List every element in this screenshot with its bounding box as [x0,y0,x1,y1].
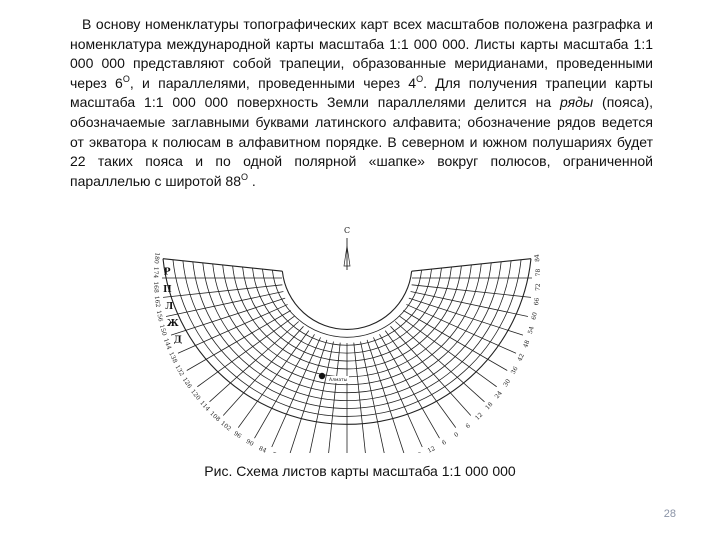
paragraph-text-1: В основу номенклатуры топографических карт всех масштабов положена разграфка и номенклатура международной карты масштаба 1:1 000 000. Листы карты масштаба 1:1 000 000 представляют собой трапеции, образованные меридианами, проведенными через 6 [70,16,653,91]
page-number: 28 [663,508,676,520]
parallel-arc [262,269,431,345]
longitude-label: 162 [152,295,162,308]
longitude-label: 168 [151,281,160,293]
pole-label: С [344,226,351,235]
longitude-label: 156 [154,309,164,323]
paragraph-text-5: . [248,172,256,189]
zone-letter: Ж [166,319,179,330]
longitude-label: 102 [219,419,233,433]
longitude-label: 126 [180,376,193,390]
longitude-label: 0 [453,431,461,440]
zone-letter: П [163,284,172,295]
degree-mark: O [122,73,130,84]
longitude-label: 42 [516,352,526,363]
longitude-label: 138 [167,350,179,365]
figure-caption: Рис. Схема листов карты масштаба 1:1 000 000 [204,463,516,479]
longitude-label: 174 [151,266,160,279]
parallel-arc [253,268,442,353]
paragraph-text-2: , и параллелями, проведенными через 4 [129,74,417,91]
meridian-line [163,259,282,272]
longitude-label: 12 [426,445,437,453]
longitude-label: 150 [157,323,168,337]
longitude-label: 180 [152,251,161,265]
longitude-label [413,451,423,453]
city-dot-icon [319,373,325,379]
degree-mark: O [416,73,424,84]
longitude-label: 96 [232,429,243,441]
longitude-label: 90 [244,437,255,448]
longitude-label: 30 [502,377,513,389]
longitude-label: 120 [189,388,202,402]
meridian-line [238,331,309,428]
longitude-label: 72 [534,283,542,292]
longitude-label: 6 [440,438,448,447]
longitude-label: 12 [473,411,485,422]
meridian-line [412,259,531,272]
parallel-arc [282,271,411,329]
longitude-label: 108 [208,410,222,424]
longitude-label: 36 [509,365,520,376]
sheet-scheme-diagram [140,218,560,453]
paragraph-text-3: . Для получения трапеции карты масштаба 1:1 000 000 поверхность Земли параллелями делится на [70,74,653,111]
paragraph-text-4: (пояса), обозначаемые заглавными буквами латинского алфавита; обозначение рядов ведется от экватора к полюсам в алфавитном порядке. В северном и южном полушариях будет 22 таких пояса и по одной полярной «шапке» вокруг полюсов, ограниченной параллелью с широтой 88 [70,94,653,189]
zone-letter: Д [173,335,182,346]
longitude-label: 78 [534,268,543,277]
zone-letter: Р [163,267,171,278]
longitude-label: 54 [526,325,536,335]
longitude-label: 24 [493,389,504,401]
longitude-label: 6 [464,422,472,431]
north-arrow-icon [344,226,350,270]
sheet-scheme-figure [140,218,560,453]
longitude-label: 144 [161,337,173,351]
meridian-line [385,331,456,428]
longitude-label: 60 [530,311,539,321]
longitude-label: 48 [522,339,532,349]
longitude-label: 84 [533,253,542,263]
emphasis-rows: ряды [560,94,594,111]
longitude-label: 84 [257,445,268,453]
longitude-label: 18 [484,400,495,412]
city-marker [319,373,349,383]
zone-letter: Л [165,302,174,313]
longitude-label [271,451,281,453]
longitude-label: 66 [533,297,541,306]
longitude-label: 114 [198,399,212,413]
degree-mark: O [240,171,248,182]
city-label: Алматы [329,378,348,383]
body-paragraph [70,15,653,191]
longitude-label: 132 [173,363,186,378]
